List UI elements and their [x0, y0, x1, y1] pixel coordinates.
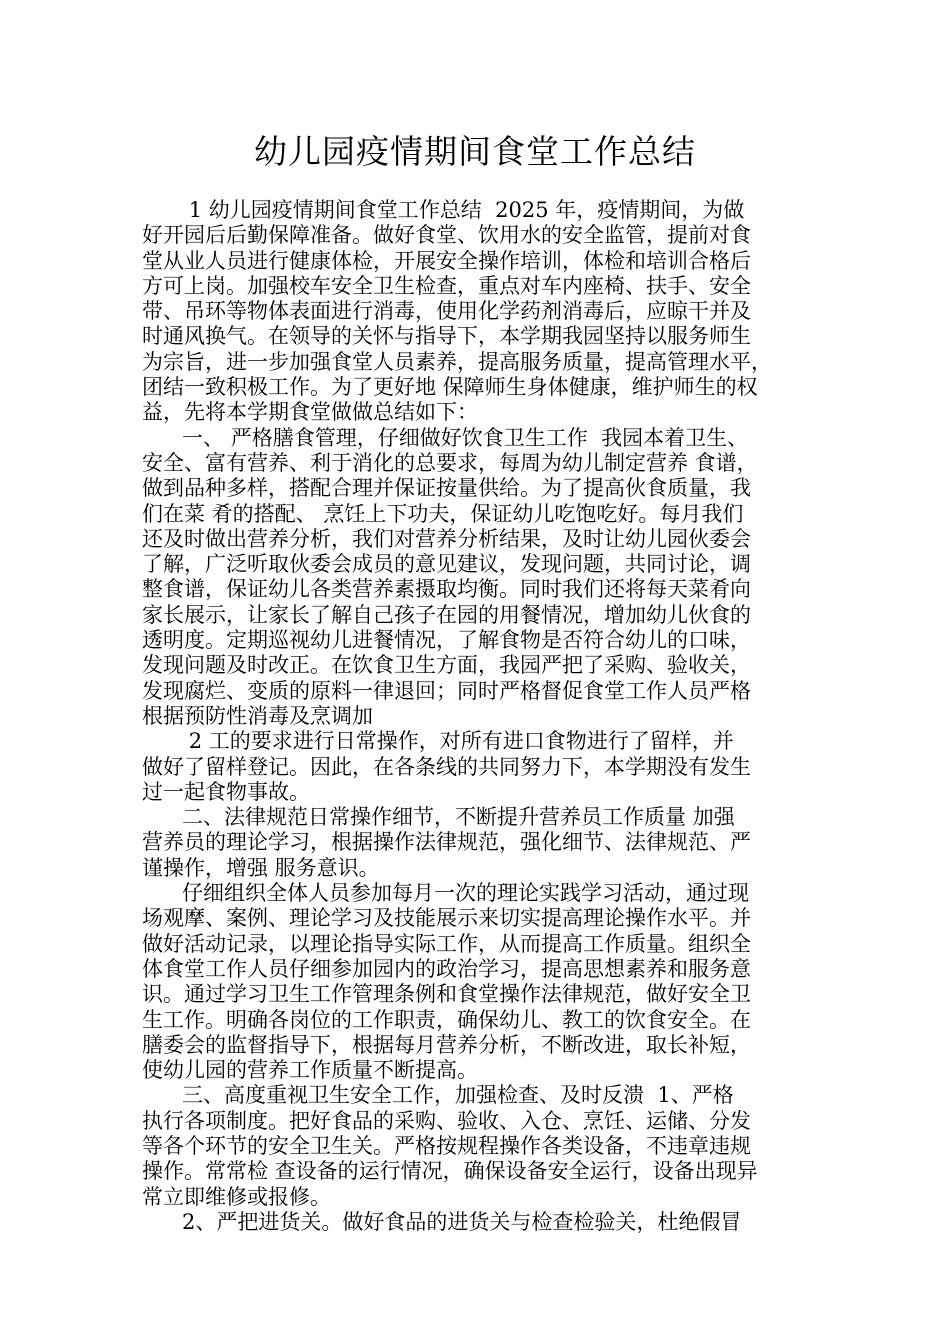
- body-text-line: 益，先将本学期食堂做做总结如下：: [142, 400, 478, 425]
- body-text-line: 了解，广泛听取伙委会成员的意见建议，发现问题，共同讨论，调: [142, 552, 751, 577]
- body-text-line: 场观摩、案例、理论学习及技能展示来切实提高理论操作水平。并: [142, 906, 751, 931]
- body-text-line: 使幼儿园的营养工作质量不断提高。: [142, 1058, 478, 1083]
- body-text-line: 生工作。明确各岗位的工作职责，确保幼儿、教工的饮食安全。在: [142, 1007, 751, 1032]
- body-text-line: 安全、富有营养、利于消化的总要求，每周为幼儿制定营养 食谱，: [142, 450, 758, 475]
- body-text-line: 堂从业人员进行健康体检，开展安全操作培训，体检和培训合格后: [142, 248, 751, 273]
- body-text-line: 方可上岗。加强校车安全卫生检查，重点对车内座椅、扶手、安全: [142, 273, 751, 298]
- body-text-line: 发现问题及时改正。在饮食卫生方面，我园严把了采购、验收关，: [142, 653, 751, 678]
- body-text-line: 操作。常常检 查设备的运行情况，确保设备安全运行，设备出现异: [142, 1159, 758, 1184]
- body-text-line: 一、 严格膳食管理，仔细做好饮食卫生工作 我园本着卫生、: [142, 425, 749, 450]
- body-text-line: 带、吊环等物体表面进行消毒，使用化学药剂消毒后，应晾干并及: [142, 299, 751, 324]
- document-body: [142, 198, 822, 1235]
- body-text-line: 三、高度重视卫生安全工作，加强检查、及时反溃 1、严格: [142, 1083, 734, 1108]
- body-text-line: 仔细组织全体人员参加每月一次的理论实践学习活动，通过现: [142, 881, 750, 906]
- body-text-line: 透明度。定期巡视幼儿进餐情况，了解食物是否符合幼儿的口味，: [142, 628, 751, 653]
- body-text-line: 根据预防性消毒及烹调加: [142, 703, 373, 728]
- body-text-line: 执行各项制度。把好食品的采购、验收、入仓、烹饪、运储、分发: [142, 1108, 751, 1133]
- body-text-line: 二、法律规范日常操作细节，不断提升营养员工作质量 加强: [142, 805, 735, 830]
- body-text-line: 整食谱，保证幼儿各类营养素摄取均衡。同时我们还将每天菜肴向: [142, 577, 751, 602]
- body-text-line: 好开园后后勤保障准备。做好食堂、饮用水的安全监管，提前对食: [142, 223, 751, 248]
- body-text-line: 团结一致积极工作。为了更好地 保障师生身体健康，维护师生的权: [142, 375, 758, 400]
- body-text-line: 2、严把进货关。做好食品的进货关与检查检验关，杜绝假冒: [142, 1209, 742, 1234]
- body-text-line: 谨操作，增强 服务意识。: [142, 855, 380, 880]
- body-text-line: 等各个环节的安全卫生关。严格按规程操作各类设备，不违章违规: [142, 1133, 751, 1158]
- body-text-line: 2 工的要求进行日常操作，对所有进口食物进行了留样，并: [142, 729, 734, 754]
- body-text-line: 时通风换气。在领导的关怀与指导下，本学期我园坚持以服务师生: [142, 324, 751, 349]
- body-text-line: 体食堂工作人员仔细参加园内的政治学习，提高思想素养和服务意: [142, 956, 751, 981]
- body-text-line: 发现腐烂、变质的原料一律退回；同时严格督促食堂工作人员严格: [142, 678, 751, 703]
- body-text-line: 为宗旨，进一步加强食堂人员素养，提高服务质量，提高管理水平，: [142, 349, 772, 374]
- document-title: 幼儿园疫情期间食堂工作总结: [254, 132, 696, 171]
- body-text-line: 们在菜 肴的搭配、 烹饪上下功夫，保证幼儿吃饱吃好。每月我们: [142, 501, 744, 526]
- body-text-line: 家长展示，让家长了解自己孩子在园的用餐情况，增加幼儿伙食的: [142, 602, 751, 627]
- body-text-line: 过一起食物事故。: [142, 779, 310, 804]
- body-text-line: 识。通过学习卫生工作管理条例和食堂操作法律规范，做好安全卫: [142, 982, 751, 1007]
- body-text-line: 做好了留样登记。因此，在各条线的共同努力下，本学期没有发生: [142, 754, 751, 779]
- body-text-line: 常立即维修或报修。: [142, 1184, 331, 1209]
- body-text-line: 还及时做出营养分析，我们对营养分析结果，及时让幼儿园伙委会: [142, 526, 751, 551]
- body-text-line: 膳委会的监督指导下，根据每月营养分析，不断改进，取长补短，: [142, 1032, 751, 1057]
- body-text-line: 营养员的理论学习，根据操作法律规范，强化细节、法律规范、严: [142, 830, 751, 855]
- body-text-line: 做好活动记录，以理论指导实际工作，从而提高工作质量。组织全: [142, 931, 751, 956]
- body-text-line: 做到品种多样，搭配合理并保证按量供给。为了提高伙食质量，我: [142, 476, 751, 501]
- body-text-line: 1 幼儿园疫情期间食堂工作总结 2025 年，疫情期间，为做: [142, 198, 745, 222]
